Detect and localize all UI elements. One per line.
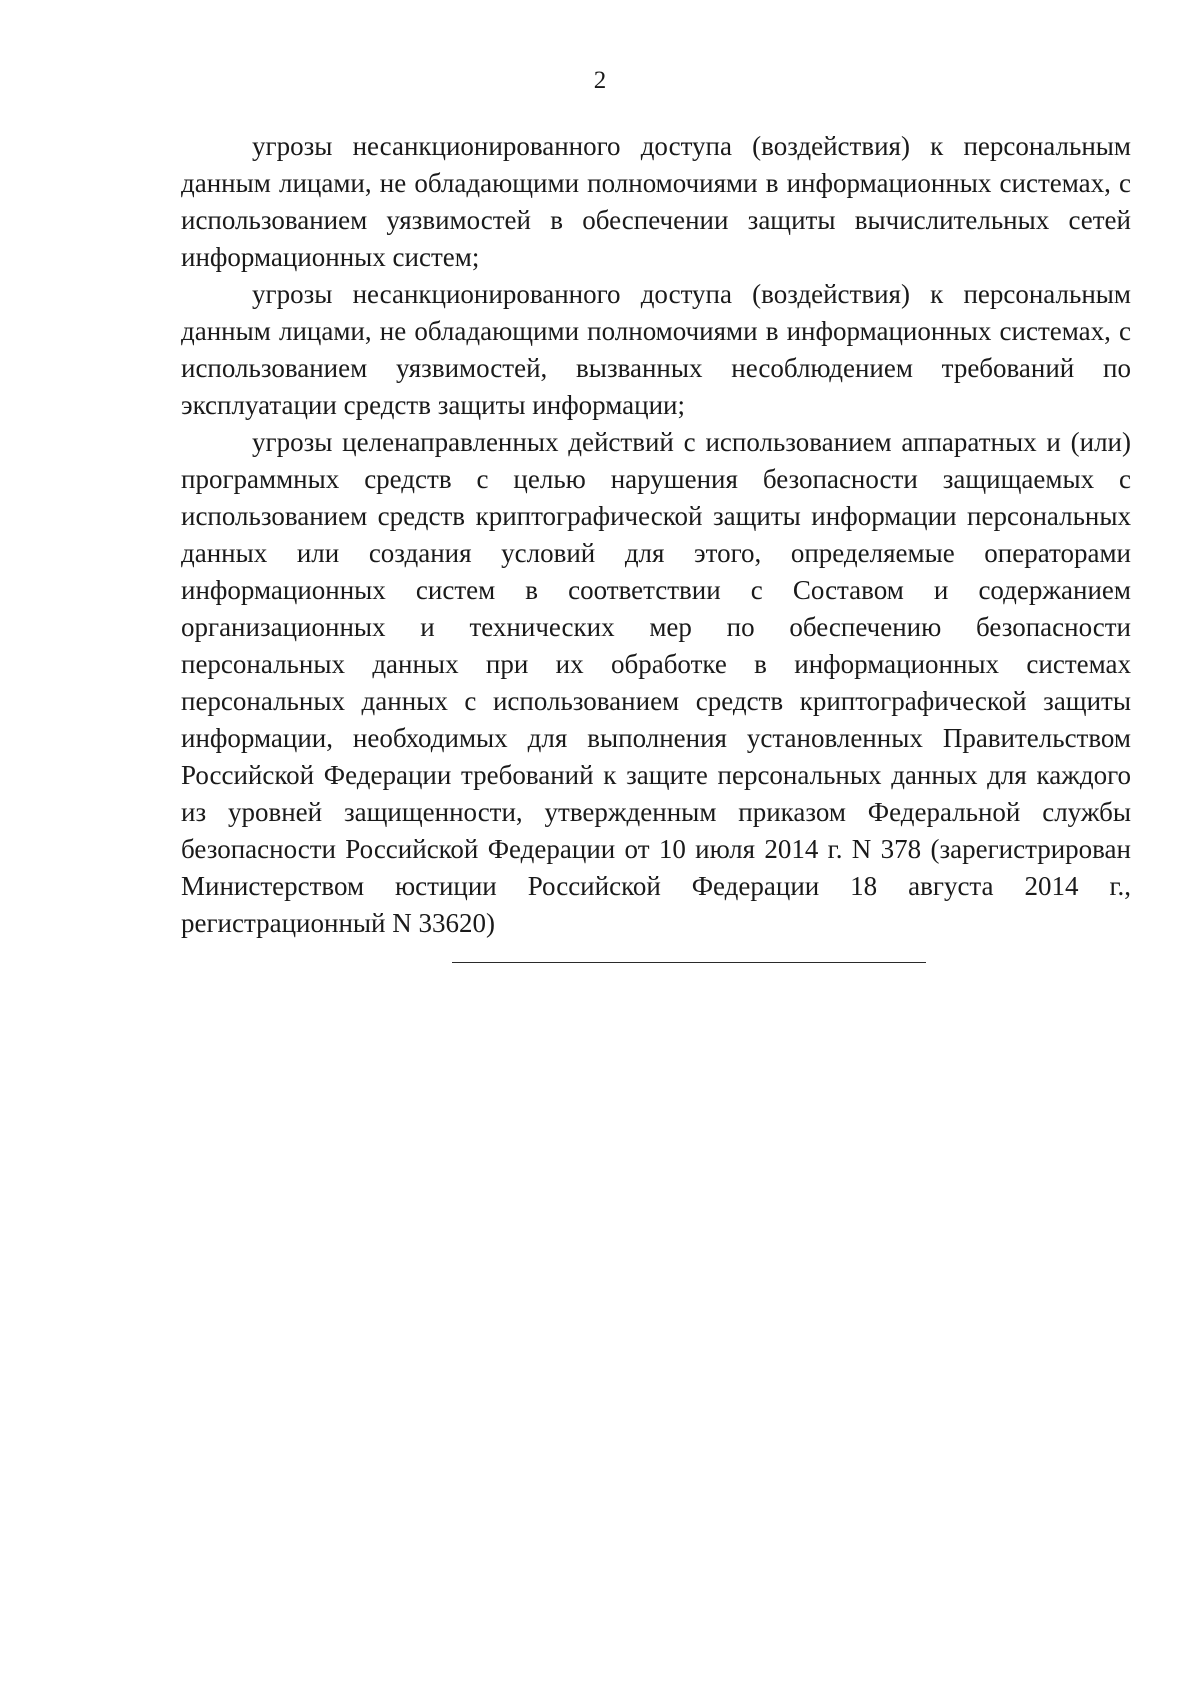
document-body: [181, 128, 1131, 942]
paragraph-threat-network-vulnerabilities: угрозы несанкционированного доступа (воздействия) к персональным данным лицами, не обладающими полномочиями в информационных системах, с использованием уязвимостей в обеспечении защиты вычислительных сетей информационных систем;: [181, 131, 1131, 272]
page-number: 2: [593, 67, 607, 94]
paragraph-threat-targeted-actions: угрозы целенаправленных действий с использованием аппаратных и (или) программных средств с целью нарушения безопасности защищаемых с использованием средств криптографической защиты информации персональных данных или создания условий для этого, определяемые операторами информационных систем в соответствии с Составом и содержанием организационных и технических мер по обеспечению безопасности персональных данных при их обработке в информационных системах персональных данных с использованием средств криптографической защиты информации, необходимых для выполнения установленных Правительством Российской Федерации требований к защите персональных данных для каждого из уровней защищенности, утвержденным приказом Федеральной службы безопасности Российской Федерации от 10 июля 2014 г. N 378 (зарегистрирован Министерством юстиции Российской Федерации 18 августа 2014 г., регистрационный N 33620): [181, 427, 1131, 938]
paragraph-threat-protection-noncompliance: угрозы несанкционированного доступа (воздействия) к персональным данным лицами, не обладающими полномочиями в информационных системах, с использованием уязвимостей, вызванных несоблюдением требований по эксплуатации средств защиты информации;: [181, 279, 1131, 420]
end-of-text-divider: [452, 962, 926, 963]
